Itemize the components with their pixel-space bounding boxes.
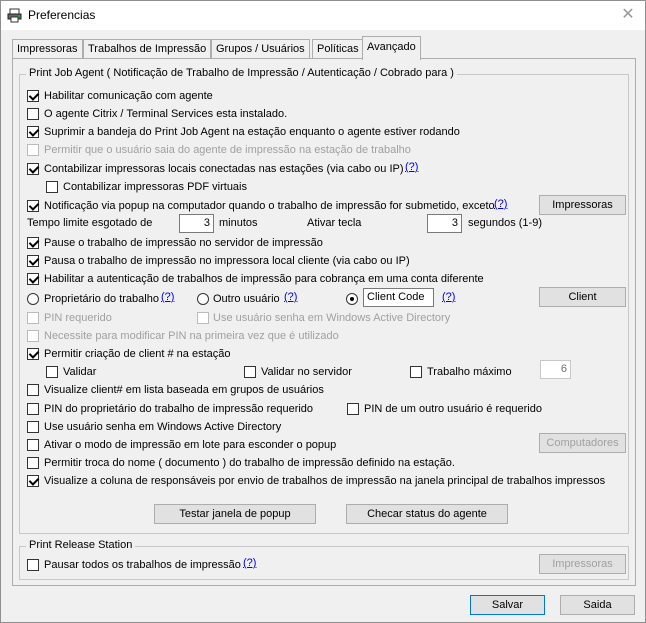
owner-radio[interactable] — [27, 293, 39, 305]
seconds-label: segundos (1-9) — [468, 217, 542, 229]
use-ad-label: Use usuário senha em Windows Active Directory — [44, 421, 282, 433]
computers-button[interactable]: Computadores — [539, 433, 626, 453]
timeout-label: Tempo limite esgotado de — [27, 217, 153, 229]
save-button[interactable]: Salvar — [470, 595, 545, 615]
count-local-label: Contabilizar impressoras locais conectadas nas estações (via cabo ou IP) — [44, 163, 404, 175]
agent-group — [19, 67, 629, 534]
notify-printers-button[interactable]: Impressoras — [539, 195, 626, 215]
client-code-help-link[interactable]: (?) — [442, 291, 456, 303]
count-pdf-checkbox[interactable] — [46, 181, 58, 193]
client-code-input[interactable]: Client Code — [363, 288, 434, 307]
client-code-radio[interactable] — [346, 293, 358, 305]
citrix-label: O agente Citrix / Terminal Services esta instalado. — [44, 108, 288, 120]
batch-mode-label: Ativar o modo de impressão em lote para esconder o popup — [44, 439, 337, 451]
use-ad-password-checkbox[interactable] — [197, 312, 209, 324]
enable-comm-checkbox[interactable] — [27, 90, 39, 102]
max-job-label: Trabalho máximo — [427, 366, 512, 378]
validate-server-checkbox[interactable] — [244, 366, 256, 378]
tab-trabalhos[interactable]: Trabalhos de Impressão — [83, 39, 211, 59]
pause-all-checkbox[interactable] — [27, 559, 39, 571]
batch-mode-checkbox[interactable] — [27, 439, 39, 451]
show-responsible-label: Visualize a coluna de responsáveis por envio de trabalhos de impressão na janela principal de trabalhos impressos — [44, 475, 606, 487]
use-ad-checkbox[interactable] — [27, 421, 39, 433]
pause-local-label: Pausa o trabalho de impressão no impressora local cliente (via cabo ou IP) — [44, 255, 410, 267]
notify-popup-help-link[interactable]: (?) — [494, 198, 508, 210]
tab-grupos[interactable]: Grupos / Usuários — [211, 39, 310, 59]
allow-client-create-checkbox[interactable] — [27, 348, 39, 360]
exit-button[interactable]: Saida — [560, 595, 635, 615]
suppress-tray-label: Suprimir a bandeja do Print Job Agent na estação enquanto o agente estiver rodando — [44, 126, 460, 138]
enable-comm-label: Habilitar comunicação com agente — [44, 90, 213, 102]
agent-group-title: Print Job Agent ( Notificação de Trabalho de Impressão / Autenticação / Cobrado para ) — [26, 67, 457, 79]
pause-all-help-link[interactable]: (?) — [243, 557, 257, 569]
pin-first-time-checkbox[interactable] — [27, 330, 39, 342]
other-user-radio-label: Outro usuário — [213, 293, 280, 305]
close-icon[interactable]: ✕ — [621, 6, 635, 23]
timeout-input[interactable]: 3 — [179, 214, 214, 233]
test-popup-button[interactable]: Testar janela de popup — [154, 504, 316, 524]
allow-rename-label: Permitir troca do nome ( documento ) do trabalho de impressão definido na estação. — [44, 457, 455, 469]
max-job-input[interactable]: 6 — [540, 360, 571, 379]
other-pin-label: PIN de um outro usuário é requerido — [364, 403, 542, 415]
notify-popup-label: Notificação via popup na computador quando o trabalho de impressão for submetido, exceto — [44, 200, 495, 212]
release-group-title: Print Release Station — [26, 539, 135, 551]
tab-impressoras[interactable]: Impressoras — [12, 39, 83, 59]
suppress-tray-checkbox[interactable] — [27, 126, 39, 138]
notify-popup-checkbox[interactable] — [27, 200, 39, 212]
allow-rename-checkbox[interactable] — [27, 457, 39, 469]
hotkey-label: Ativar tecla — [307, 217, 362, 229]
allow-exit-label: Permitir que o usuário saia do agente de impressão na estação de trabalho — [44, 144, 411, 156]
check-status-button[interactable]: Checar status do agente — [346, 504, 508, 524]
other-user-help-link[interactable]: (?) — [284, 291, 298, 303]
validate-label: Validar — [63, 366, 97, 378]
other-user-radio[interactable] — [197, 293, 209, 305]
show-client-groups-label: Visualize client# em lista baseada em grupos de usuários — [44, 384, 324, 396]
enable-auth-label: Habilitar a autenticação de trabalhos de impressão para cobrança em uma conta diferente — [44, 273, 484, 285]
count-local-help-link[interactable]: (?) — [405, 161, 419, 173]
max-job-checkbox[interactable] — [410, 366, 422, 378]
owner-help-link[interactable]: (?) — [161, 291, 175, 303]
show-responsible-checkbox[interactable] — [27, 475, 39, 487]
printer-app-icon — [7, 7, 23, 23]
pin-required-checkbox[interactable] — [27, 312, 39, 324]
owner-pin-label: PIN do proprietário do trabalho de impressão requerido — [44, 403, 314, 415]
pin-first-time-label: Necessite para modificar PIN na primeira vez que é utilizado — [44, 330, 339, 342]
pause-server-label: Pause o trabalho de impressão no servidor de impressão — [44, 237, 323, 249]
validate-checkbox[interactable] — [46, 366, 58, 378]
allow-exit-checkbox[interactable] — [27, 144, 39, 156]
tab-politicas[interactable]: Políticas — [312, 39, 364, 59]
pause-all-label: Pausar todos os trabalhos de impressão — [44, 559, 241, 571]
pin-required-label: PIN requerido — [44, 312, 112, 324]
title-bar — [1, 1, 645, 30]
owner-radio-label: Proprietário do trabalho — [44, 293, 159, 305]
other-pin-checkbox[interactable] — [347, 403, 359, 415]
validate-server-label: Validar no servidor — [261, 366, 352, 378]
release-printers-button[interactable]: Impressoras — [539, 554, 626, 574]
allow-client-create-label: Permitir criação de client # na estação — [44, 348, 231, 360]
citrix-checkbox[interactable] — [27, 108, 39, 120]
show-client-groups-checkbox[interactable] — [27, 384, 39, 396]
window-title: Preferencias — [28, 8, 96, 22]
advanced-panel — [12, 58, 636, 586]
client-button[interactable]: Client — [539, 287, 626, 307]
tab-avancado[interactable]: Avançado — [362, 36, 421, 60]
count-local-checkbox[interactable] — [27, 163, 39, 175]
use-ad-password-label: Use usuário senha em Windows Active Directory — [213, 312, 451, 324]
minutes-label: minutos — [219, 217, 258, 229]
hotkey-input[interactable]: 3 — [427, 214, 462, 233]
release-group — [19, 539, 629, 580]
enable-auth-checkbox[interactable] — [27, 273, 39, 285]
owner-pin-checkbox[interactable] — [27, 403, 39, 415]
pause-local-checkbox[interactable] — [27, 255, 39, 267]
count-pdf-label: Contabilizar impressoras PDF virtuais — [63, 181, 247, 193]
pause-server-checkbox[interactable] — [27, 237, 39, 249]
